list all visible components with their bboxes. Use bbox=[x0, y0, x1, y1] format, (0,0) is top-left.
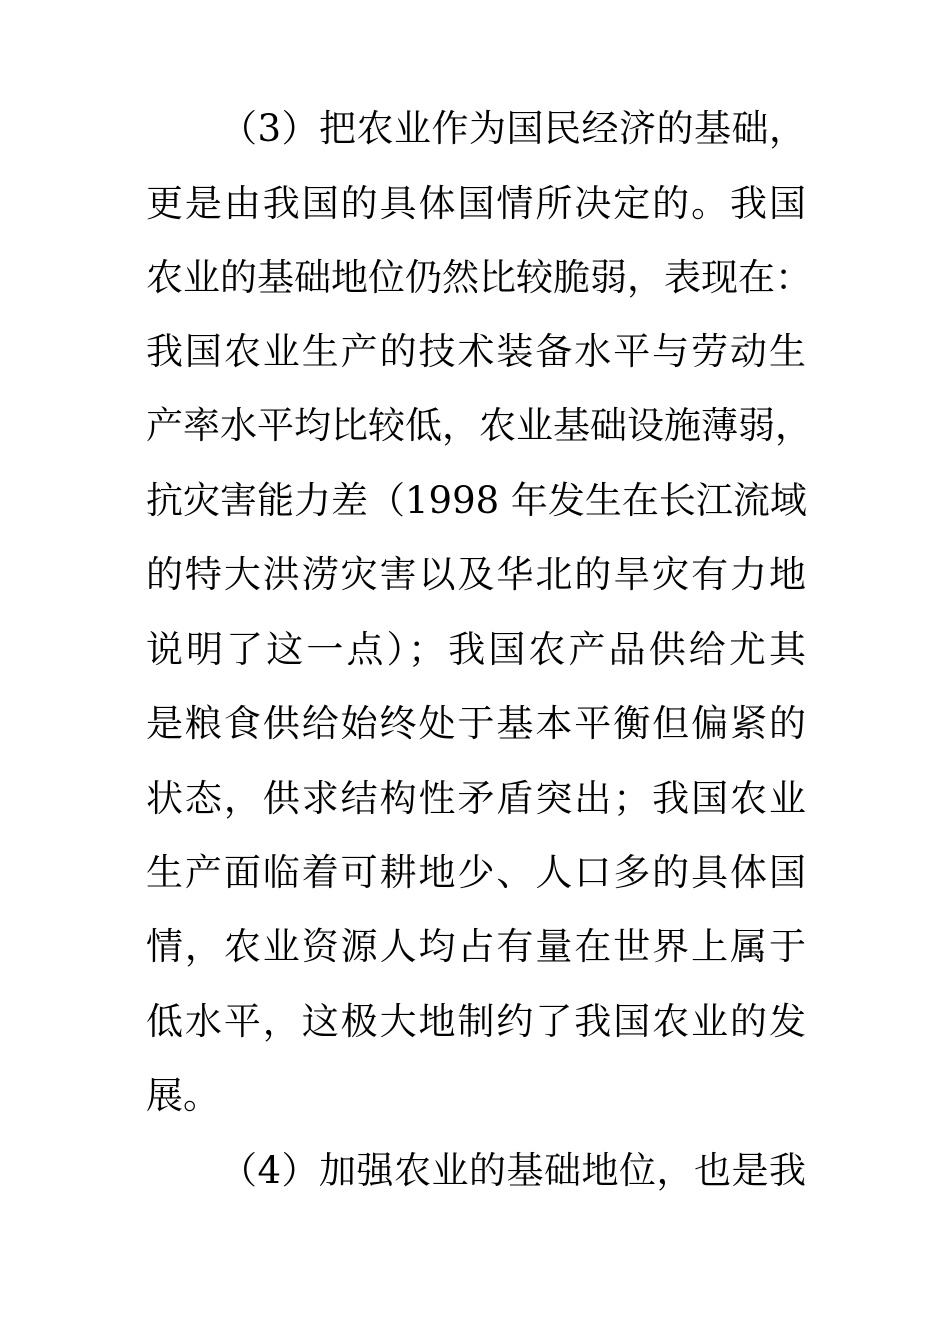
paragraph-3-line-14: 展。 bbox=[146, 1074, 220, 1117]
paragraph-3-line-3: 农业的基础地位仍然比较脆弱，表现在： bbox=[146, 256, 812, 299]
paragraph-3-line-2: 更是由我国的具体国情所决定的。我国 bbox=[146, 182, 806, 225]
paragraph-3-line-8: 说明了这一点）；我国农产品供给尤其 bbox=[146, 628, 806, 671]
paragraph-3-line-12: 情，农业资源人均占有量在世界上属于 bbox=[146, 925, 806, 968]
paragraph-3-line-6: 抗灾害能力差（1998 年发生在长江流域 bbox=[146, 479, 807, 522]
paragraph-3-line-10: 状态，供求结构性矛盾突出；我国农业 bbox=[146, 777, 806, 820]
paragraph-4-line-1: （4）加强农业的基础地位，也是我 bbox=[220, 1149, 806, 1192]
paragraph-3-line-11: 生产面临着可耕地少、人口多的具体国 bbox=[146, 851, 806, 894]
paragraph-3-line-13: 低水平，这极大地制约了我国农业的发 bbox=[146, 1000, 806, 1043]
paragraph-3-line-4: 我国农业生产的技术装备水平与劳动生 bbox=[146, 330, 806, 373]
paragraph-3-line-9: 是粮食供给始终处于基本平衡但偏紧的 bbox=[146, 702, 806, 745]
paragraph-3-line-5: 产率水平均比较低，农业基础设施薄弱， bbox=[146, 404, 812, 447]
paragraph-3-line-7: 的特大洪涝灾害以及华北的旱灾有力地 bbox=[146, 553, 806, 596]
paragraph-3-line-1: （3）把农业作为国民经济的基础， bbox=[220, 107, 806, 150]
